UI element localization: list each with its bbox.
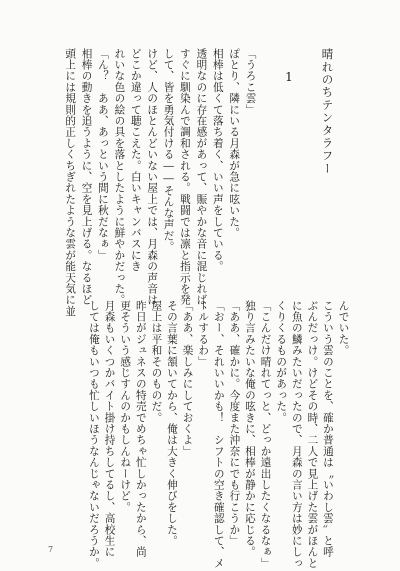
text-line: 相棒の動きを追うように、空を見上げる。なるほど <box>80 48 93 306</box>
text-line: 相棒は低くて落ち着く、いい声をしている。 <box>211 48 224 272</box>
text-line: 屋上は平和そのものだ。 <box>150 300 163 424</box>
text-line: 更そういう感じすんのかもしんねーけど。 <box>119 300 132 513</box>
story-title: 晴れのちテンタラフー <box>320 48 335 175</box>
text-line: 昨日がジュネスの特売でめちゃ忙しかったから、尚 <box>134 300 147 558</box>
text-line: 「ああ、楽しみにしておくよ」 <box>181 300 194 457</box>
text-line: けど、人のほとんどいない屋上では、月森の声音は <box>146 48 159 306</box>
text-line: しては俺もいつも忙しいほうなんじゃないだろうか。 <box>87 300 100 569</box>
text-line: 「おー、それいいかも！ シフトの空き確認して、メ <box>212 300 225 569</box>
text-line: 「ん？ ああ、あっという間に秋だなぁ」 <box>96 48 109 261</box>
text-line: 頭上には規則的正しくちぎれたような雲が能天気に並 <box>64 48 77 317</box>
text-line: れいな色の絵の具を落としたように鮮やかだった。 <box>113 48 126 306</box>
text-line: 月森もいくつかバイト掛け持ちしてるし、高校生に <box>103 300 116 558</box>
text-line: 透明なのに存在感があって、賑やかな音に混じれば、 <box>195 48 208 317</box>
text-line: その言葉に頷いてから、俺は大きく伸びをした。 <box>165 300 178 547</box>
text-line: すぐに馴染んで調和される。戦闘では凛と指示を発 <box>178 48 191 306</box>
text-line: ールするわ」 <box>197 300 210 368</box>
text-line: くりくるものがあった。 <box>275 300 288 424</box>
text-line: んでいた。 <box>337 300 350 356</box>
text-line: して、皆を勇気付ける――そんな声だ。 <box>162 48 175 253</box>
page-number: 7 <box>48 545 54 554</box>
text-line: ぶんだっけ。けどその時、二人で見上げた雲がほんと <box>306 300 319 569</box>
text-line: 「うろこ雲」 <box>244 48 257 116</box>
text-line: 「ああ、確かに。今度また沖奈にでも行こうか」 <box>228 300 241 547</box>
text-line: どこか違って聴こえた。白いキャンバスにき <box>129 48 142 272</box>
text-line: 「こんだけ晴れてっと、どっか遠出したくなるなぁ」 <box>259 300 272 569</box>
text-line: 独り言みたいな俺の呟きに、相棒が静かに応じる。 <box>243 300 256 558</box>
text-line: に魚の鱗みたいだったので、月森の言い方は妙にしっ <box>290 300 303 569</box>
chapter-number: 1 <box>282 70 296 84</box>
text-line: こういう雲のことを、確か普通は〝いわし雲〟と呼 <box>321 300 334 558</box>
text-line: ぽとり、隣にいる月森が急に呟いた。 <box>228 48 241 239</box>
